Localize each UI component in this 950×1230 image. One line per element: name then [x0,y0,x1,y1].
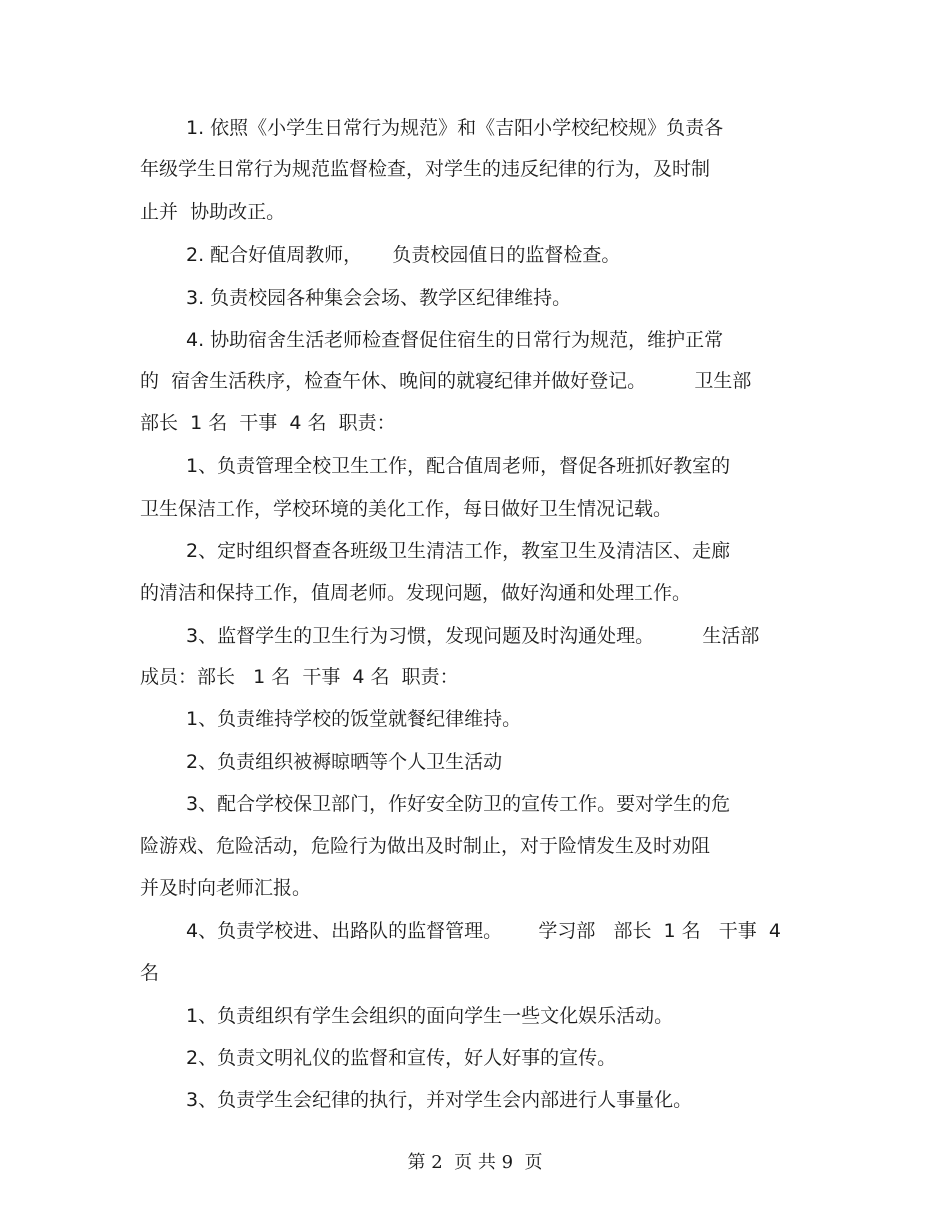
paragraph-line: 1、负责组织有学生会组织的面向学生一些文化娱乐活动。 [186,1005,674,1027]
paragraph-line: 年级学生日常行为规范监督检查，对学生的违反纪律的行为，及时制 [140,158,711,180]
paragraph-line: 4、负责学校进、出路队的监督管理。 学习部 部长 1 名 干事 4 [186,920,781,942]
paragraph-line: 3、监督学生的卫生行为习惯，发现问题及时沟通处理。 生活部 [186,625,760,647]
paragraph-line: 3、负责学生会纪律的执行，并对学生会内部进行人事量化。 [186,1089,693,1111]
paragraph-line: 的 宿舍生活秩序，检查午休、晚间的就寝纪律并做好登记。 卫生部 [140,370,752,392]
paragraph-line: 并及时向老师汇报。 [140,877,312,899]
paragraph-line: 3. 负责校园各种集会会场、教学区纪律维持。 [186,287,572,309]
page-number-footer: 第 2 页 共 9 页 [407,1152,543,1173]
paragraph-line: 2、负责文明礼仪的监督和宣传，好人好事的宣传。 [186,1047,617,1069]
paragraph-line: 4. 协助宿舍生活老师检查督促住宿生的日常行为规范，维护正常 [186,329,724,351]
paragraph-line: 险游戏、危险活动，危险行为做出及时制止，对于险情发生及时劝阻 [140,835,711,857]
paragraph-line: 3、配合学校保卫部门，作好安全防卫的宣传工作。要对学生的危 [186,793,731,815]
paragraph-line: 2、负责组织被褥晾晒等个人卫生活动 [186,751,503,773]
paragraph-line: 2、定时组织督查各班级卫生清洁工作，教室卫生及清洁区、走廊 [186,540,731,562]
paragraph-line: 部长 1 名 干事 4 名 职责： [140,412,396,434]
paragraph-line: 止并 协助改正。 [140,201,286,223]
paragraph-line: 1. 依照《小学生日常行为规范》和《吉阳小学校纪校规》负责各 [186,117,724,139]
paragraph-line: 名 [140,962,160,984]
paragraph-line: 1、负责管理全校卫生工作，配合值周老师，督促各班抓好教室的 [186,455,731,477]
paragraph-line: 的清洁和保持工作，值周老师。发现问题，做好沟通和处理工作。 [140,582,692,604]
paragraph-line: 1、负责维持学校的饭堂就餐纪律维持。 [186,708,522,730]
paragraph-line: 2. 配合好值周教师， 负责校园值日的监督检查。 [186,244,621,266]
paragraph-line: 卫生保洁工作，学校环境的美化工作，每日做好卫生情况记载。 [140,498,673,520]
paragraph-line: 成员：部长 1 名 干事 4 名 职责： [140,666,459,688]
